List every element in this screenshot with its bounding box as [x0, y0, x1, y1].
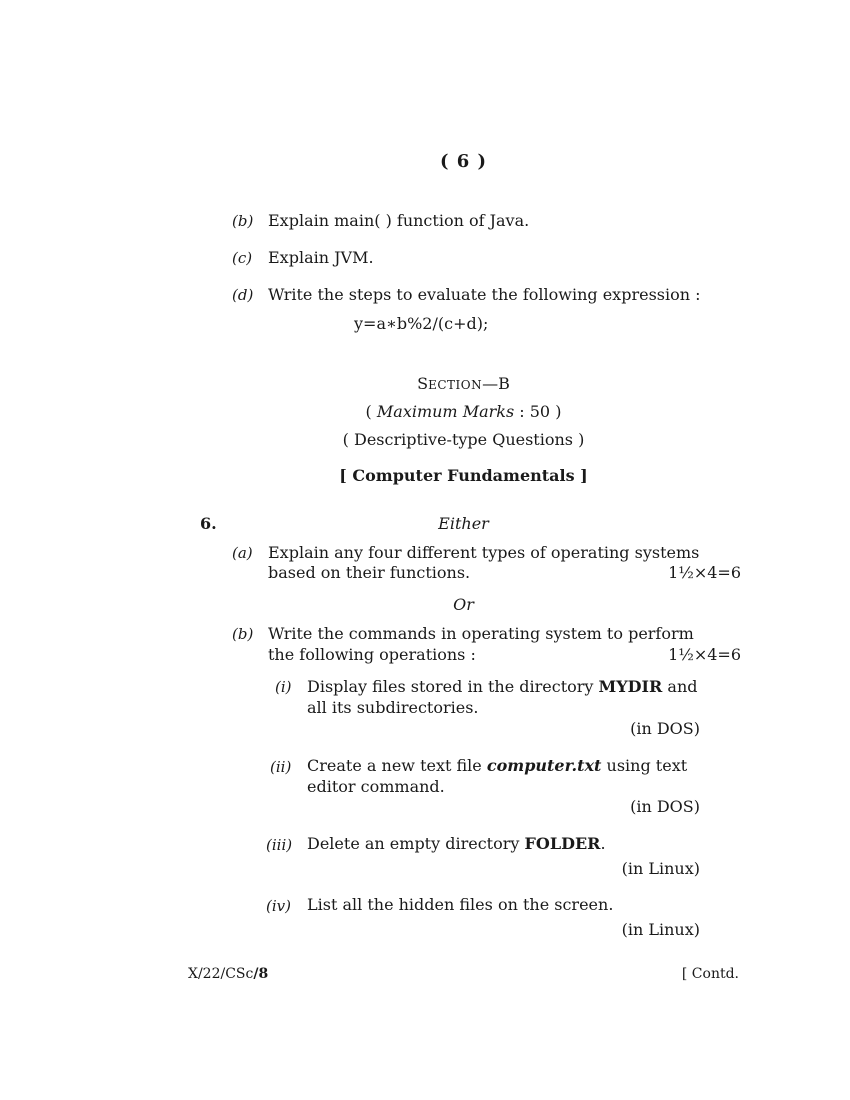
subitem-text-end: using text: [601, 756, 688, 775]
subitem-text: Display files stored in the directory: [307, 677, 599, 696]
either-label: Either: [438, 514, 489, 533]
item-label-c: (c): [232, 249, 253, 267]
q6a-label: (a): [232, 544, 253, 562]
subitem-text: Create a new text file: [307, 756, 487, 775]
item-label-b: (b): [232, 212, 254, 230]
subitem-bold-term: FOLDER: [524, 834, 601, 853]
q6a-marks: 1½×4=6: [668, 563, 741, 582]
subitem-line1: [307, 756, 687, 775]
or-label: Or: [453, 595, 474, 614]
section-title-rest: ECTION: [428, 378, 483, 392]
paper-code: [188, 966, 268, 982]
q6b-line1: Write the commands in operating system to perform: [268, 624, 694, 643]
section-marks: [0, 402, 850, 421]
subitem-env: (in DOS): [630, 797, 700, 816]
subitem-label: (ii): [270, 758, 292, 776]
contd-label: [ Contd.: [681, 966, 739, 982]
q6a-line1: Explain any four different types of operating systems: [268, 543, 700, 562]
subitem-label: (i): [275, 678, 292, 696]
subitem-line2: all its subdirectories.: [307, 698, 479, 717]
q6b-marks: 1½×4=6: [668, 645, 741, 664]
section-title: [0, 374, 850, 393]
item-text-c: Explain JVM.: [268, 248, 374, 267]
marks-label: Maximum Marks: [376, 402, 515, 421]
subitem-env: (in Linux): [621, 920, 700, 939]
item-label-d: (d): [232, 286, 254, 304]
subitem-label: (iv): [266, 897, 291, 915]
marks-value: : 50 ): [519, 402, 562, 421]
q6b-label: (b): [232, 625, 254, 643]
marks-open: (: [365, 402, 372, 421]
question-number: 6.: [200, 514, 217, 533]
subitem-env: (in DOS): [630, 719, 700, 738]
expression: y=a∗b%2/(c+d);: [354, 314, 489, 333]
subitem-env: (in Linux): [621, 859, 700, 878]
subitem-bold-term: computer.txt: [486, 756, 602, 775]
section-subject: [ Computer Fundamentals ]: [339, 466, 588, 485]
item-text-b: Explain main( ) function of Java.: [268, 211, 530, 230]
page-number: ( 6 ): [439, 151, 488, 172]
q6b-line2: the following operations :: [268, 645, 476, 664]
subitem-line1: [307, 834, 606, 853]
subitem-line1: [307, 677, 698, 696]
section-title-initial: S: [417, 374, 429, 393]
subitem-bold-term: MYDIR: [598, 677, 663, 696]
subitem-label: (iii): [266, 836, 293, 854]
paper-code-page: /8: [253, 966, 269, 982]
subitem-line2: editor command.: [307, 777, 445, 796]
q6a-line2: based on their functions.: [268, 563, 471, 582]
item-text-d: Write the steps to evaluate the following expression :: [268, 285, 701, 304]
paper-code-text: X/22/CSc: [188, 966, 254, 982]
section-title-suffix: —B: [482, 374, 510, 393]
section-type: ( Descriptive-type Questions ): [342, 430, 585, 449]
subitem-text: Delete an empty directory: [307, 834, 525, 853]
subitem-text-end: .: [600, 834, 606, 853]
subitem-text-end: and: [662, 677, 698, 696]
subitem-line1: List all the hidden files on the screen.: [307, 895, 614, 914]
